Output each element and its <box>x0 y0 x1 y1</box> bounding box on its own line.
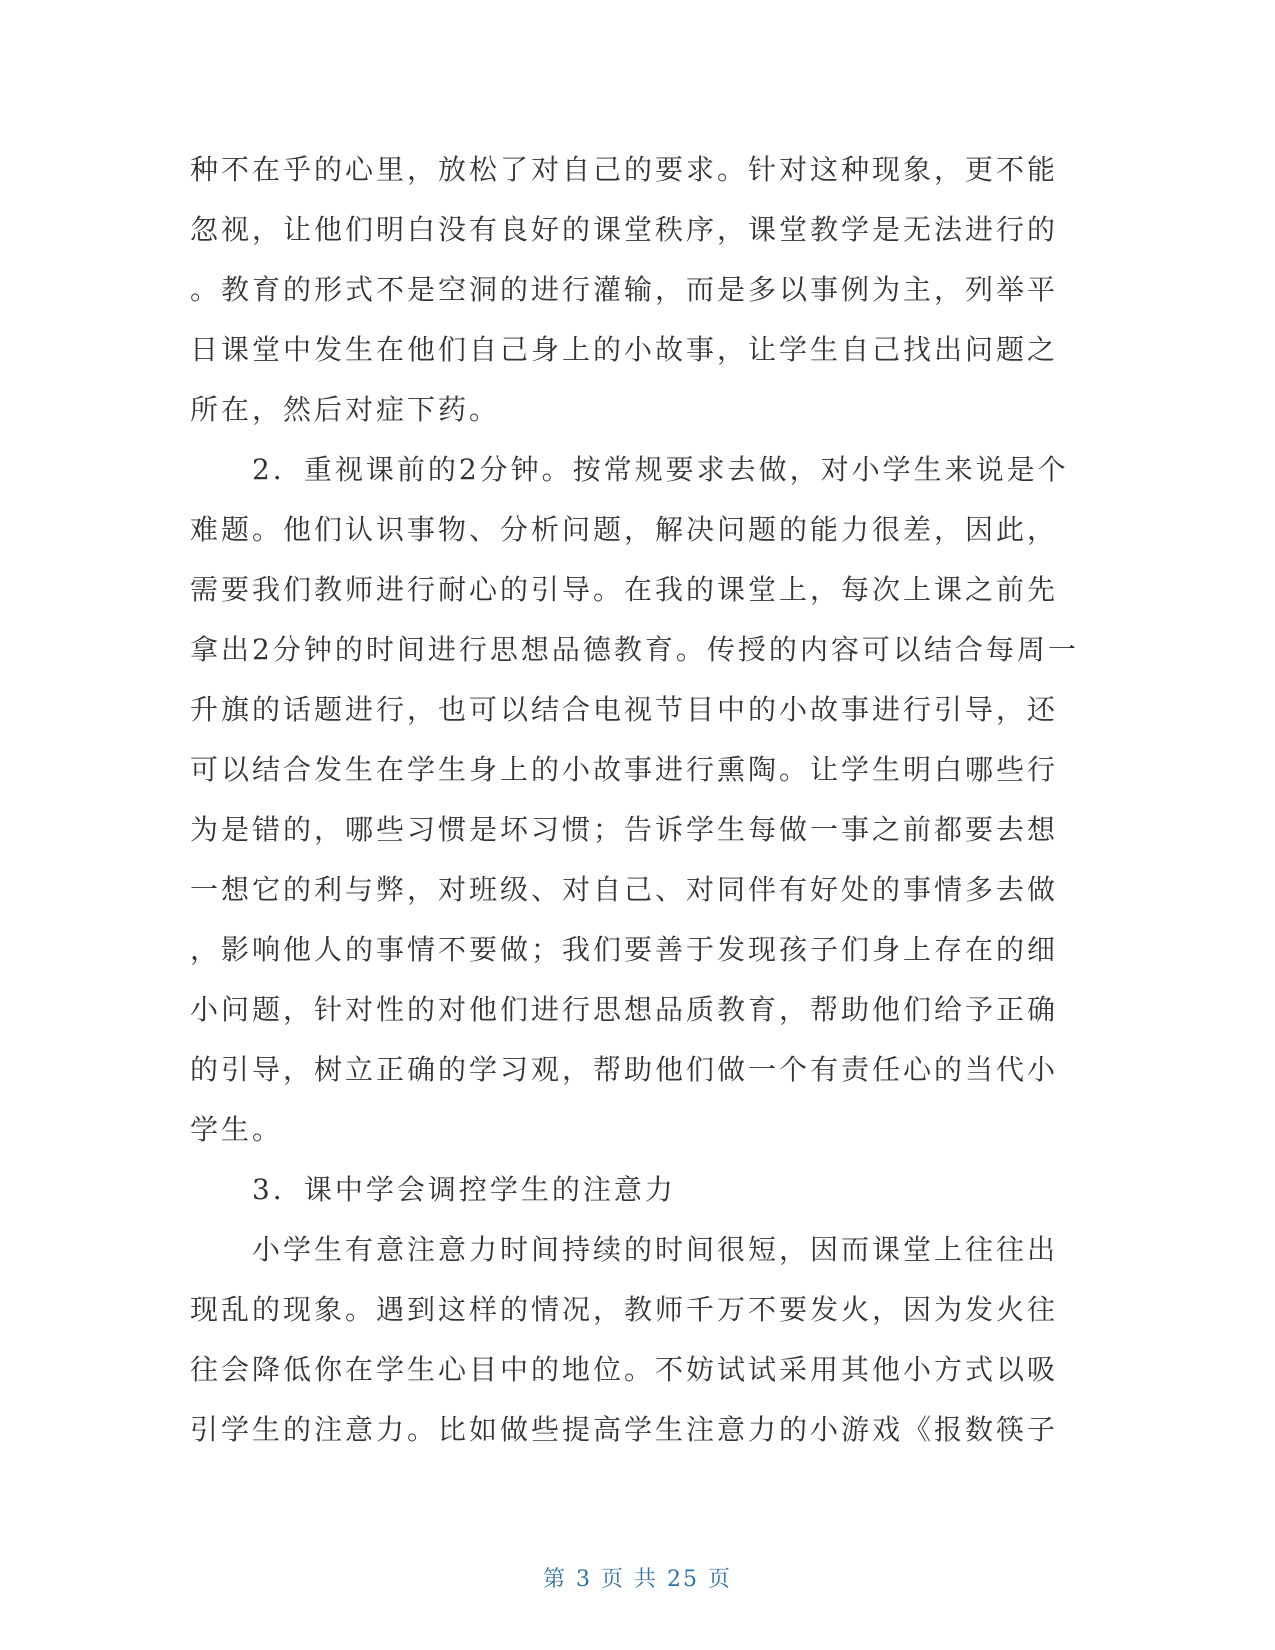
text-line: 引学生的注意力。比如做些提高学生注意力的小游戏《报数筷子 <box>190 1413 1059 1446</box>
text-line: 种不在乎的心里，放松了对自己的要求。针对这种现象，更不能 <box>190 153 1059 186</box>
text-line: 一想它的利与弊，对班级、对自己、对同伴有好处的事情多去做 <box>190 873 1059 906</box>
text-line: 日课堂中发生在他们自己身上的小故事，让学生自己找出问题之 <box>190 333 1059 366</box>
text-line: 往会降低你在学生心目中的地位。不妨试试采用其他小方式以吸 <box>190 1353 1059 1386</box>
text-line: 所在，然后对症下药。 <box>190 393 501 426</box>
text-line: 现乱的现象。遇到这样的情况，教师千万不要发火，因为发火往 <box>190 1293 1059 1326</box>
text-line: 升旗的话题进行，也可以结合电视节目中的小故事进行引导，还 <box>190 693 1059 726</box>
section-heading: 3．课中学会调控学生的注意力 <box>190 1173 676 1206</box>
text-line: 可以结合发生在学生身上的小故事进行熏陶。让学生明白哪些行 <box>190 753 1059 786</box>
text-line: 小学生有意注意力时间持续的时间很短，因而课堂上往往出 <box>190 1233 1059 1266</box>
text-line: 为是错的，哪些习惯是坏习惯；告诉学生每做一事之前都要去想 <box>190 813 1059 846</box>
text-line: 小问题，针对性的对他们进行思想品质教育，帮助他们给予正确 <box>190 993 1059 1026</box>
text-line: 学生。 <box>190 1113 284 1146</box>
page-number: 第 3 页 共 25 页 <box>543 1567 732 1592</box>
section-heading-line: 2．重视课前的2分钟。按常规要求去做，对小学生来说是个 <box>190 453 1069 486</box>
text-line: 需要我们教师进行耐心的引导。在我的课堂上，每次上课之前先 <box>190 573 1059 606</box>
document-body <box>190 140 1079 1460</box>
text-line: ，影响他人的事情不要做；我们要善于发现孩子们身上存在的细 <box>190 933 1059 966</box>
text-line: 忽视，让他们明白没有良好的课堂秩序，课堂教学是无法进行的 <box>190 213 1059 246</box>
text-line: 。教育的形式不是空洞的进行灌输，而是多以事例为主，列举平 <box>190 273 1059 306</box>
text-line: 的引导，树立正确的学习观，帮助他们做一个有责任心的当代小 <box>190 1053 1059 1086</box>
text-line: 拿出2分钟的时间进行思想品德教育。传授的内容可以结合每周一 <box>190 633 1079 666</box>
text-line: 难题。他们认识事物、分析问题，解决问题的能力很差，因此， <box>190 513 1059 546</box>
